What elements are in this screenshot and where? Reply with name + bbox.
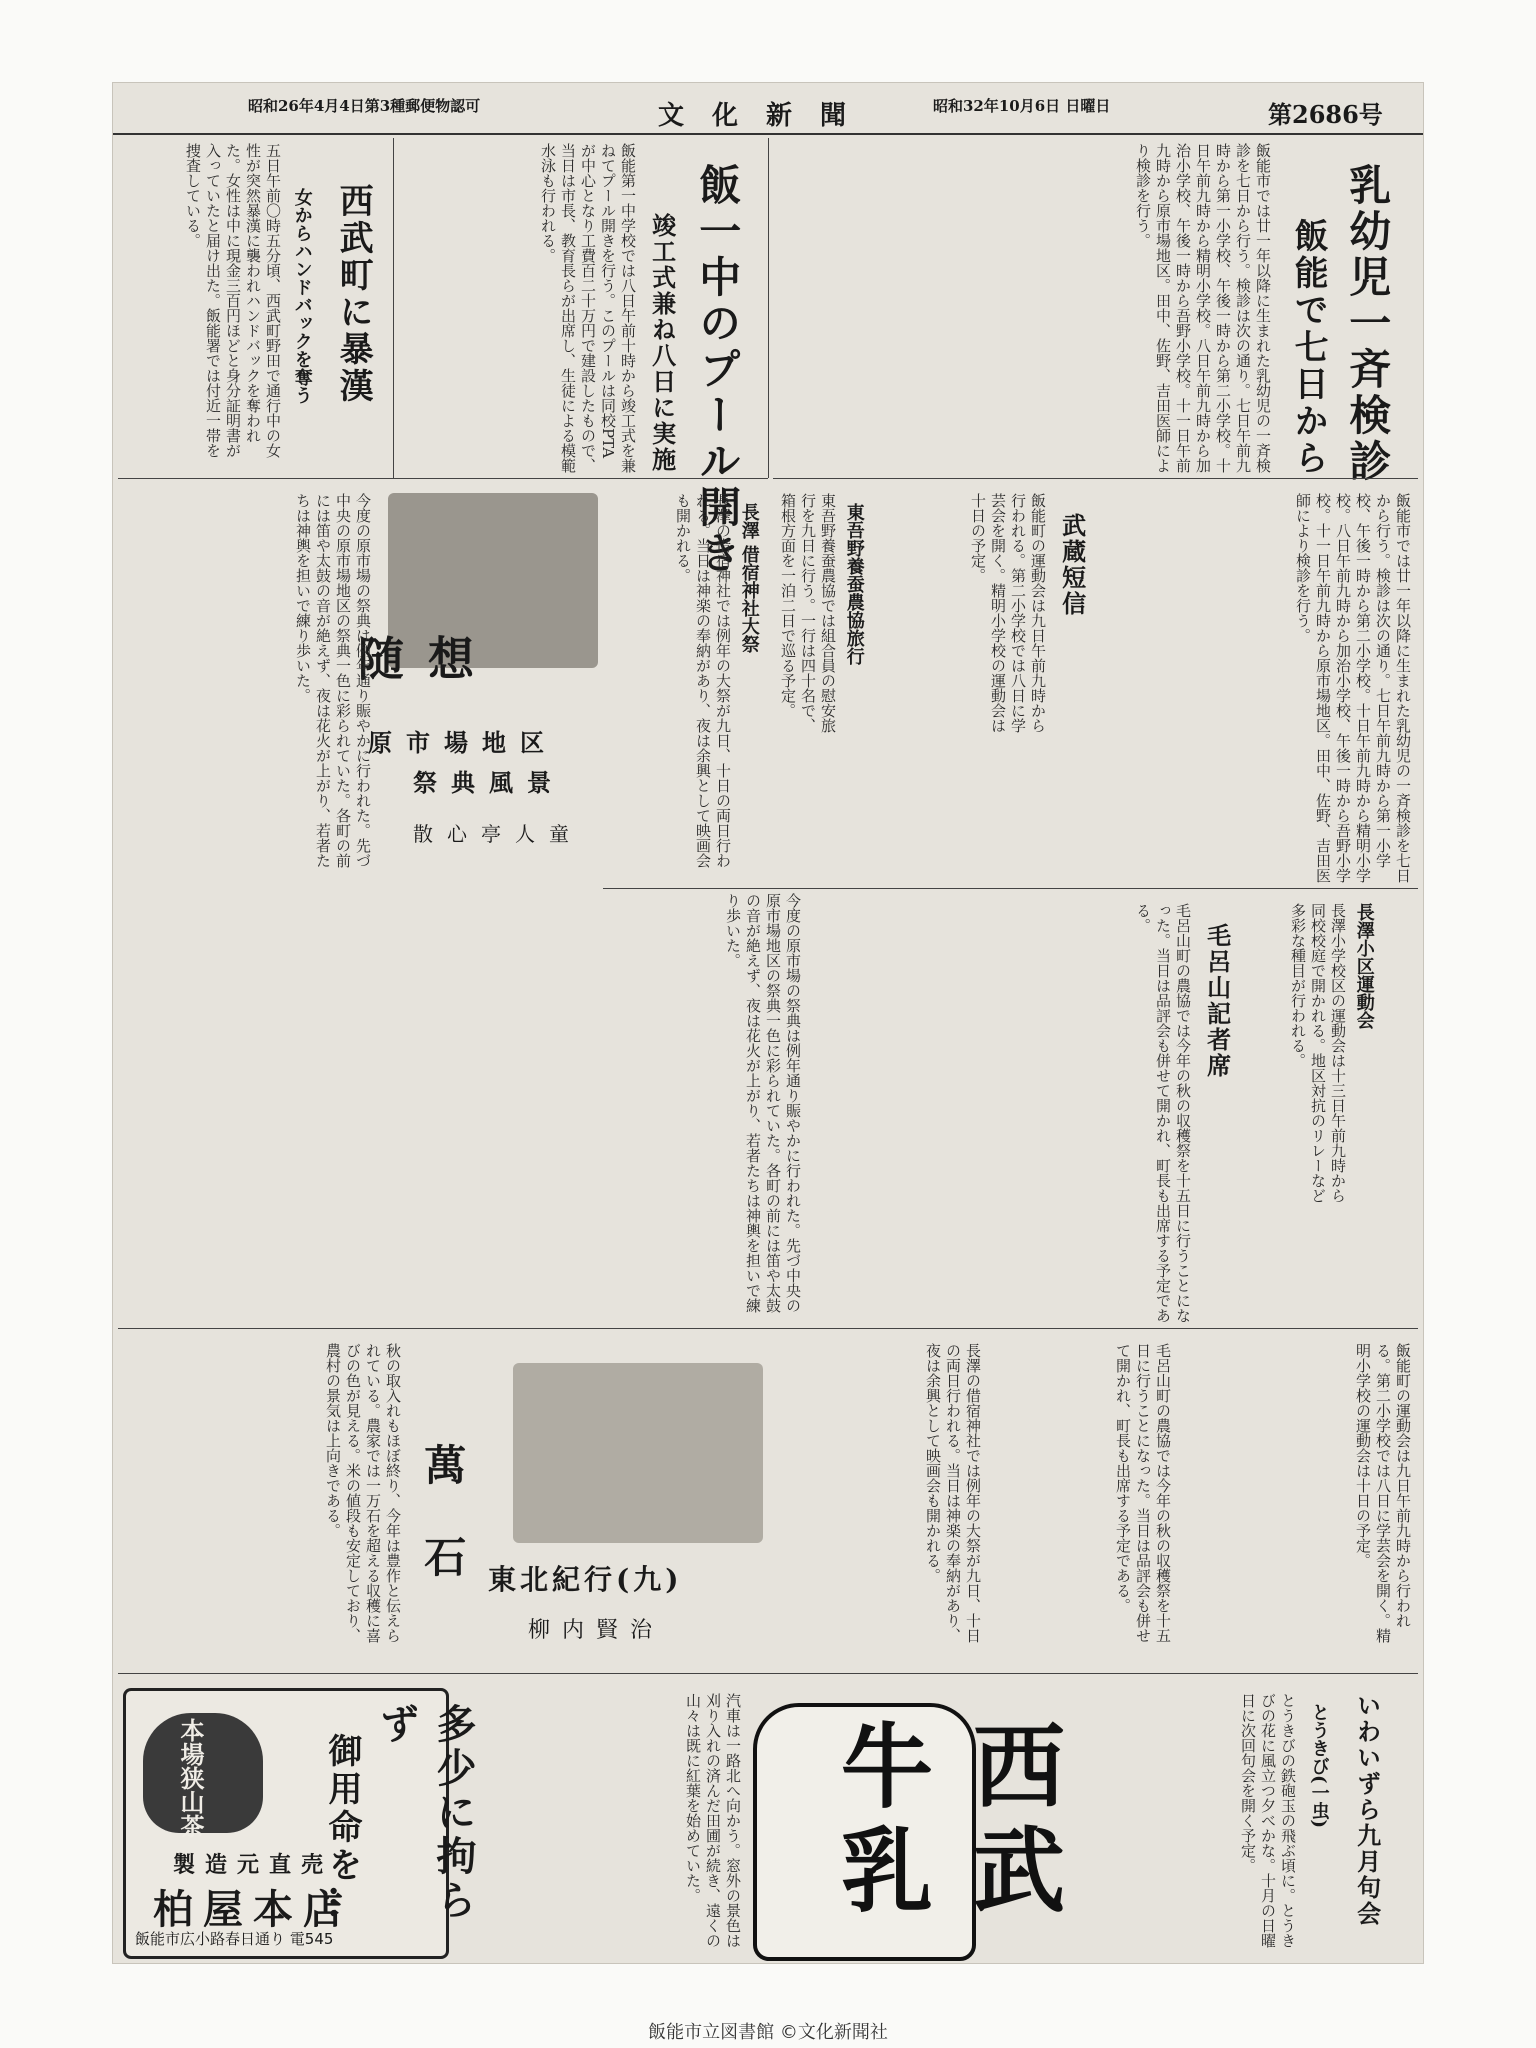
nagasawa-headline: 長澤 借宿神社大祭 [738, 503, 760, 654]
tohoku-illustration [513, 1363, 763, 1543]
infant-exam-body: 飯能市では廿一年以降に生まれた乳幼児の一斉検診を七日から行う。検診は次の通り。七日午前九時から第一小学校、午後一時から第二小学校。十日午前九時から精明小学校。八日午前九時から加治小学校、午後一時から吾野小学校。十一日午前九時から原市場地区。田中、佐野、吉田医師により検診を行う。 [1134, 143, 1272, 473]
divider [773, 478, 1418, 479]
seibu-subhead: 女からハンドバックを奪う [291, 188, 313, 404]
ad-tagline-2: 御用命を… [322, 1733, 362, 1923]
seibu-milk-text: 西武牛乳 [826, 1718, 1065, 1926]
togoku-headline: 東吾野養蚕農協旅行 [843, 503, 865, 665]
filler-text: 飯能町の運動会は九日午前九時から行われる。第二小学校では八日に学芸会を開く。精明小学校の運動会は十日の予定。 [1354, 1343, 1412, 1643]
togoku-body: 東吾野養蚕農協では組合員の慰安旅行を九日に行う。一行は四十名で、箱根方面を一泊二日で巡る予定。 [779, 493, 837, 733]
tohoku-headline: 東北紀行(九) [488, 1563, 683, 1596]
zuiso-label: 随想 [358, 632, 498, 686]
iwaizura-headline: いわいずら九月句会 [1352, 1693, 1382, 1927]
newspaper-page [112, 82, 1424, 1964]
musashi-headline: 武蔵短信 [1057, 513, 1087, 617]
divider [603, 888, 1418, 889]
vase-text: 本場狭山茶 [176, 1718, 205, 1838]
musashi-body: 飯能町の運動会は九日午前九時から行われる。第二小学校では八日に学芸会を開く。精明小学校の運動会は十日の予定。 [969, 493, 1047, 733]
issue-date: 昭和32年10月6日 日曜日 [933, 97, 1111, 115]
zuiso-title-2: 祭典風景 [413, 768, 565, 797]
nagasawa-sports-body: 長澤小学校区の運動会は十三日午前九時から同校校庭で開かれる。地区対抗のリレーなど多彩な種目が行われる。 [1289, 903, 1347, 1203]
divider [118, 478, 768, 479]
filler-text: 飯能市では廿一年以降に生まれた乳幼児の一斉検診を七日から行う。検診は次の通り。七日午前九時から第一小学校、午後一時から第二小学校。十日午前九時から精明小学校。八日午前九時から加治小学校、午後一時から吾野小学校。十一日午前九時から原市場地区。田中、佐野、吉田医師により検診を行う。 [1294, 493, 1412, 883]
kentou-body: 毛呂山町の農協では今年の秋の収穫祭を十五日に行うことになった。当日は品評会も併せて開かれ、町長も出席する予定である。 [1134, 903, 1192, 1323]
divider [393, 138, 394, 478]
divider [768, 138, 769, 478]
registration-note: 昭和26年4月4日第3種郵便物認可 [248, 97, 481, 115]
kentou-headline: 毛呂山記者席 [1202, 923, 1232, 1079]
newspaper-title: 文化新聞 [658, 101, 875, 131]
pool-body: 飯能第一中学校では八日午前十時から竣工式を兼ねてプール開きを行う。このプールは同校PTAが中心となり工費百二十万円で建設したもので、当日は市長、教育長らが出席し、生徒による模範水泳も行われる。 [539, 143, 637, 473]
manseki-body: 秋の取入れもほぼ終り、今年は豊作と伝えられている。農家では一万石を超える収穫に喜びの色が見える。米の値段も安定しており、農村の景気は上向きである。 [324, 1343, 402, 1643]
zuiso-author: 散心亭人童 [413, 822, 583, 846]
ad-tagline-1: 多少に拘らず [373, 1703, 477, 1923]
infant-exam-subhead: 飯能で七日から [1288, 218, 1329, 477]
iwaizura-body: とうきびの鉄砲玉の飛ぶ頃に。とうきびの花に風立つ夕べかな。十月の日曜日に次回句会を開く予定。 [1239, 1693, 1297, 1948]
tohoku-author: 柳内賢治 [528, 1618, 665, 1643]
footer-credit: 飯能市立図書館 ©文化新聞社 [648, 2022, 888, 2043]
zuiso-body: 今度の原市場の祭典は例年通り賑やかに行われた。先づ中央の原市場地区の祭典一色に彩られていた。各町の前には笛や太鼓の音が絶えず、夜は花火が上がり、若者たちは神輿を担いで練り歩いた。 [294, 493, 372, 868]
filler-text: 長澤の借宿神社では例年の大祭が九日、十日の両日行われる。当日は神楽の奉納があり、夜は余興として映画会も開かれる。 [924, 1343, 982, 1643]
filler-text: 今度の原市場の祭典は例年通り賑やかに行われた。先づ中央の原市場地区の祭典一色に彩られていた。各町の前には笛や太鼓の音が絶えず、夜は花火が上がり、若者たちは神輿を担いで練り歩いた。 [724, 893, 802, 1313]
pool-headline: 飯一中のプール開き [693, 163, 743, 577]
nagasawa-sports-headline: 長澤小区運動会 [1353, 903, 1375, 1029]
filler-text: 毛呂山町の農協では今年の秋の収穫祭を十五日に行うことになった。当日は品評会も併せて開かれ、町長も出席する予定である。 [1114, 1343, 1172, 1643]
issue-number: 第2686号 [1268, 100, 1383, 129]
filler-text: 汽車は一路北へ向かう。窓外の景色は刈り入れの済んだ田圃が続き、遠くの山々は既に紅葉を始めていた。 [684, 1693, 742, 1948]
header-rule [113, 133, 1423, 135]
iwaizura-subhead: とうきび(一虫) [1308, 1703, 1330, 1829]
divider [118, 1328, 1418, 1329]
ad-maker: 製造元直売 [173, 1852, 334, 1878]
manseki-headline: 萬石 [418, 1443, 468, 1627]
nagasawa-body: 長澤の借宿神社では例年の大祭が九日、十日の両日行われる。当日は神楽の奉納があり、夜は余興として映画会も開かれる。 [674, 493, 732, 868]
infant-exam-headline: 乳幼児一斉検診 [1343, 163, 1393, 485]
divider [118, 1673, 1418, 1674]
ad-address: 飯能市広小路春日通り 電545 [135, 1930, 334, 1948]
zuiso-title-1: 原市場地区 [368, 728, 558, 757]
seibu-headline: 西武町に暴漢 [333, 183, 374, 405]
seibu-body: 五日午前〇時五分頃、西武町野田で通行中の女性が突然暴漢に襲われハンドバックを奪われた。女性は中に現金三百円ほどと身分証明書が入っていたと届け出た。飯能署では付近一帯を捜査している。 [184, 143, 282, 458]
pool-subhead: 竣工式兼ね八日に実施 [647, 213, 677, 473]
ad-store-name: 柏屋本店 [153, 1886, 353, 1933]
